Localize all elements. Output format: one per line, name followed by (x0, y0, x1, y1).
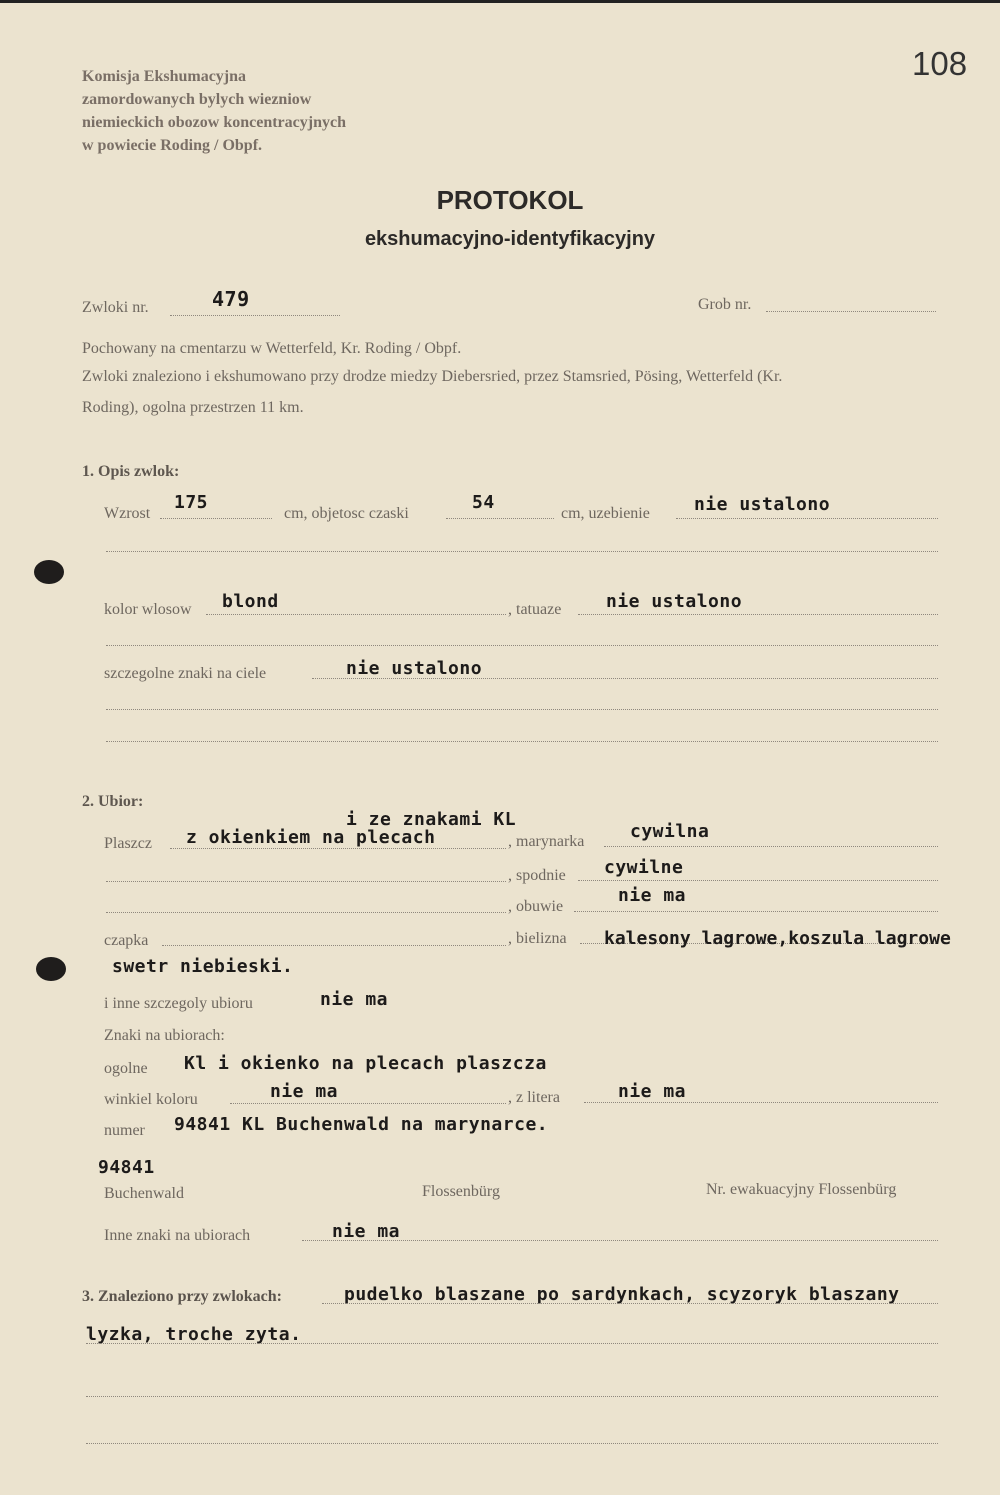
spodnie-line (578, 880, 938, 881)
uzebienie-value: nie ustalono (694, 494, 831, 515)
bielizna-value: kalesony lagrowe,koszula lagrowe (604, 928, 951, 949)
czapka-label: czapka (104, 932, 149, 949)
blank-line-5 (106, 881, 506, 882)
inne-szczegoly-label: i inne szczegoly ubioru (104, 995, 253, 1012)
uzebienie-label: cm, uzebienie (561, 505, 650, 522)
kolor-wlosow-value: blond (222, 591, 279, 612)
blank-line-3 (106, 709, 938, 710)
tatuaze-value: nie ustalono (606, 591, 743, 612)
flossenburg-label: Flossenbürg (422, 1183, 500, 1200)
header-line-3: niemieckich obozow koncentracyjnych (82, 114, 346, 131)
wzrost-value: 175 (174, 492, 209, 513)
inne-znaki-value: nie ma (332, 1221, 401, 1242)
found-line-4 (86, 1443, 938, 1444)
numer-label: numer (104, 1122, 145, 1139)
buchenwald-label: Buchenwald (104, 1185, 184, 1202)
marynarka-label: , marynarka (508, 833, 585, 850)
document-subtitle: ekshumacyjno-identyfikacyjny (364, 228, 656, 250)
zwloki-line (170, 315, 340, 316)
found-items-line-1: pudelko blaszane po sardynkach, scyzoryk blaszany (344, 1284, 900, 1305)
intro-line-2: Zwloki znaleziono i ekshumowano przy drodze miedzy Diebersried, przez Stamsried, Pösing, Wetterfeld (Kr. (82, 368, 783, 385)
intro-line-1: Pochowany na cmentarzu w Wetterfeld, Kr. Roding / Obpf. (82, 340, 462, 357)
tatuaze-label: , tatuaze (508, 601, 562, 618)
czaszka-label: cm, objetosc czaski (284, 505, 409, 522)
litera-label: , z litera (508, 1089, 560, 1106)
intro-line-3: Roding), ogolna przestrzen 11 km. (82, 399, 304, 416)
marynarka-value: cywilna (630, 821, 710, 842)
spodnie-label: , spodnie (508, 867, 566, 884)
header-line-4: w powiecie Roding / Obpf. (82, 137, 263, 154)
blank-line-6 (106, 912, 506, 913)
plaszcz-label: Plaszcz (104, 835, 152, 852)
plaszcz-line (170, 848, 506, 849)
section1-heading: 1. Opis zwlok: (82, 463, 180, 480)
found-line-1 (322, 1303, 938, 1304)
wzrost-label: Wzrost (104, 505, 151, 522)
inne-znaki-label: Inne znaki na ubiorach (104, 1227, 251, 1244)
ogolne-value: Kl i okienko na plecach plaszcza (184, 1053, 547, 1074)
spodnie-value: cywilne (604, 857, 684, 878)
kolor-wlosow-line (206, 614, 506, 615)
plaszcz-value-2: z okienkiem na plecach (186, 827, 436, 848)
inne-szczegoly-value: nie ma (320, 989, 389, 1010)
found-items-line-2: lyzka, troche zyta. (86, 1324, 302, 1345)
winkiel-label: winkiel koloru (104, 1091, 198, 1108)
found-line-2 (86, 1343, 938, 1344)
sweter-value: swetr niebieski. (112, 956, 294, 977)
tatuaze-line (578, 614, 938, 615)
blank-line-1 (106, 551, 938, 552)
zwloki-value: 479 (212, 287, 250, 311)
ogolne-label: ogolne (104, 1060, 148, 1077)
section3-heading: 3. Znaleziono przy zwlokach: (82, 1288, 282, 1305)
grob-label: Grob nr. (698, 296, 752, 313)
buchenwald-number: 94841 (98, 1157, 155, 1178)
grob-line (766, 311, 936, 312)
header-line-1: Komisja Ekshumacyjna (82, 68, 247, 85)
litera-value: nie ma (618, 1081, 687, 1102)
header-line-2: zamordowanych bylych wiezniow (82, 91, 312, 108)
punch-hole-upper (34, 560, 64, 584)
winkiel-value: nie ma (270, 1081, 339, 1102)
czaszka-line (446, 518, 554, 519)
czaszka-value: 54 (472, 492, 495, 513)
ewakuacyjny-label: Nr. ewakuacyjny Flossenbürg (706, 1181, 897, 1198)
bielizna-label: , bielizna (508, 930, 567, 947)
section2-heading: 2. Ubior: (82, 793, 144, 810)
document-title: PROTOKOL (436, 185, 584, 215)
plaszcz-value-1: i ze znakami KL (346, 809, 517, 830)
znaki-ubiorach-heading: Znaki na ubiorach: (104, 1027, 225, 1044)
zwloki-label: Zwloki nr. (82, 299, 149, 316)
numer-value: 94841 KL Buchenwald na marynarce. (174, 1114, 549, 1135)
znaki-ciele-value: nie ustalono (346, 658, 483, 679)
blank-line-4 (106, 741, 938, 742)
czapka-line (162, 945, 506, 946)
blank-line-2 (106, 645, 938, 646)
znaki-ciele-label: szczegolne znaki na ciele (104, 665, 267, 682)
uzebienie-line (676, 518, 938, 519)
obuwie-label: , obuwie (508, 898, 564, 915)
page-number: 108 (912, 45, 968, 82)
kolor-wlosow-label: kolor wlosow (104, 601, 192, 618)
found-line-3 (86, 1396, 938, 1397)
litera-line (584, 1102, 938, 1103)
marynarka-line (604, 846, 938, 847)
winkiel-line (230, 1103, 506, 1104)
punch-hole-lower (36, 957, 66, 981)
obuwie-line (574, 911, 938, 912)
obuwie-value: nie ma (618, 885, 687, 906)
wzrost-line (160, 518, 272, 519)
